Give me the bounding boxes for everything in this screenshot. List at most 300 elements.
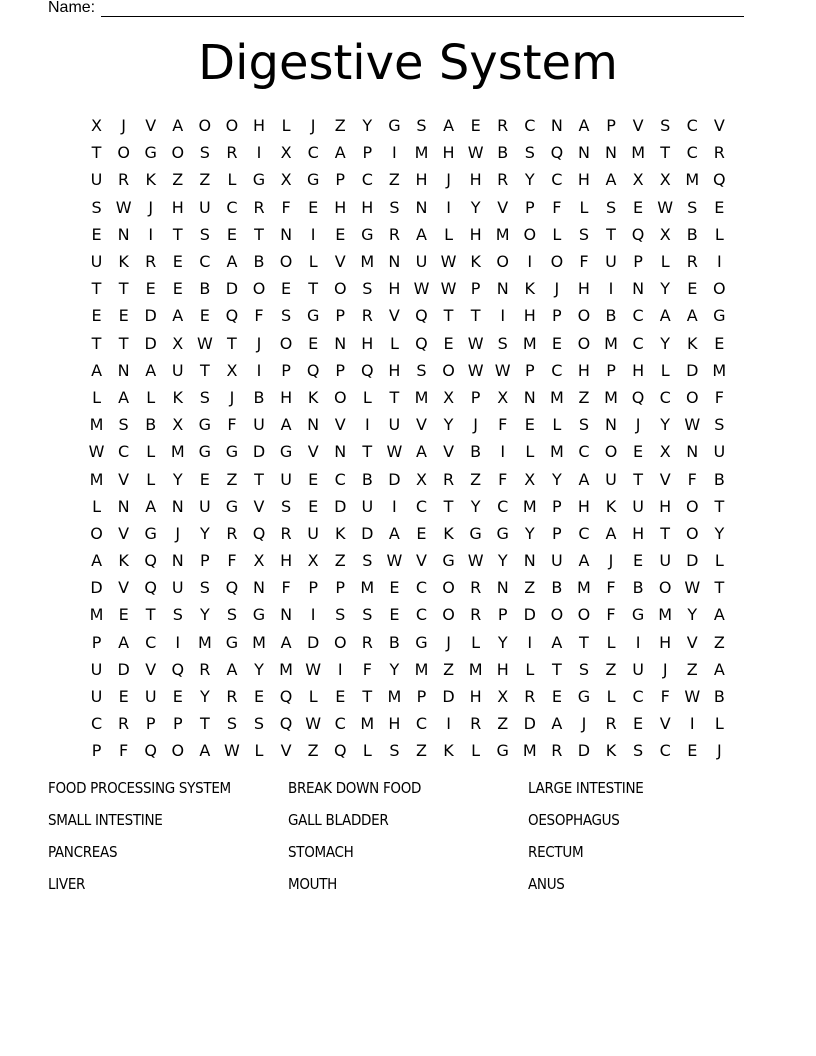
grid-letter[interactable]: R (145, 252, 157, 272)
grid-letter[interactable]: E (308, 197, 319, 217)
grid-letter[interactable]: S (362, 605, 373, 625)
grid-letter[interactable]: B (253, 387, 265, 407)
grid-letter[interactable]: C (551, 170, 563, 190)
grid-letter[interactable]: M (197, 632, 212, 652)
grid-letter[interactable]: A (280, 632, 292, 652)
grid-letter[interactable]: M (414, 387, 429, 407)
grid-letter[interactable]: E (308, 469, 319, 489)
grid-letter[interactable]: C (686, 143, 698, 163)
grid-letter[interactable]: Y (362, 116, 373, 136)
grid-letter[interactable]: O (550, 605, 564, 625)
grid-letter[interactable]: L (146, 387, 156, 407)
grid-letter[interactable]: A (605, 523, 617, 543)
grid-letter[interactable]: S (281, 306, 292, 326)
grid-letter[interactable]: A (91, 360, 103, 380)
grid-letter[interactable]: A (145, 496, 157, 516)
grid-letter[interactable]: A (118, 632, 130, 652)
grid-letter[interactable]: T (199, 714, 210, 734)
grid-letter[interactable]: G (469, 523, 482, 543)
grid-letter[interactable]: N (496, 279, 509, 299)
grid-letter[interactable]: H (523, 306, 536, 326)
grid-letter[interactable]: R (524, 687, 536, 707)
grid-letter[interactable]: T (254, 469, 264, 489)
grid-letter[interactable]: T (389, 387, 400, 407)
grid-letter[interactable]: D (686, 360, 699, 380)
grid-letter[interactable]: I (716, 252, 722, 272)
grid-letter[interactable]: C (415, 496, 428, 516)
grid-letter[interactable]: M (360, 714, 375, 734)
grid-letter[interactable]: C (415, 714, 428, 734)
grid-letter[interactable]: D (523, 714, 536, 734)
grid-letter[interactable]: R (497, 116, 509, 136)
grid-letter[interactable]: R (470, 578, 482, 598)
grid-letter[interactable]: S (253, 714, 265, 734)
grid-letter[interactable]: A (91, 551, 103, 571)
grid-letter[interactable]: Y (714, 523, 725, 543)
grid-letter[interactable]: C (90, 714, 103, 734)
grid-letter[interactable]: O (658, 578, 672, 598)
grid-letter[interactable]: X (172, 415, 184, 435)
grid-letter[interactable]: L (714, 224, 724, 244)
grid-letter[interactable]: M (89, 605, 104, 625)
grid-letter[interactable]: B (686, 224, 698, 244)
grid-letter[interactable]: A (388, 523, 400, 543)
grid-letter[interactable]: A (416, 224, 427, 244)
grid-letter[interactable]: L (471, 632, 481, 652)
grid-letter[interactable]: S (199, 387, 210, 407)
grid-letter[interactable]: A (578, 551, 590, 571)
grid-letter[interactable]: C (415, 578, 428, 598)
grid-letter[interactable]: S (281, 496, 292, 516)
grid-letter[interactable]: M (414, 143, 429, 163)
grid-letter[interactable]: M (549, 387, 564, 407)
grid-letter[interactable]: Q (252, 523, 266, 543)
grid-letter[interactable]: R (605, 714, 617, 734)
grid-letter[interactable]: W (224, 741, 240, 761)
grid-letter[interactable]: L (552, 224, 562, 244)
grid-letter[interactable]: H (659, 632, 672, 652)
grid-letter[interactable]: G (225, 442, 239, 462)
grid-letter[interactable]: A (443, 116, 455, 136)
grid-letter[interactable]: Q (144, 578, 157, 598)
grid-letter[interactable]: L (579, 197, 589, 217)
grid-letter[interactable]: W (305, 659, 322, 679)
grid-letter[interactable]: Y (254, 659, 264, 679)
grid-letter[interactable]: K (605, 496, 617, 516)
grid-letter[interactable]: E (416, 523, 427, 543)
grid-letter[interactable]: U (307, 523, 320, 543)
grid-letter[interactable]: T (551, 659, 562, 679)
grid-letter[interactable]: M (658, 605, 673, 625)
grid-letter[interactable]: W (115, 197, 132, 217)
grid-letter[interactable]: I (635, 632, 641, 652)
grid-letter[interactable]: Q (631, 224, 645, 244)
grid-letter[interactable]: Y (199, 687, 210, 707)
grid-letter[interactable]: H (496, 659, 509, 679)
grid-letter[interactable]: L (389, 333, 399, 353)
grid-letter[interactable]: S (172, 605, 183, 625)
grid-letter[interactable]: F (227, 551, 237, 571)
grid-letter[interactable]: E (443, 333, 454, 353)
grid-letter[interactable]: P (524, 197, 535, 217)
grid-letter[interactable]: Y (524, 523, 535, 543)
grid-letter[interactable]: E (226, 224, 237, 244)
grid-letter[interactable]: N (253, 578, 265, 598)
grid-letter[interactable]: X (659, 224, 671, 244)
grid-letter[interactable]: D (307, 632, 320, 652)
grid-letter[interactable]: R (361, 632, 373, 652)
grid-letter[interactable]: C (524, 116, 536, 136)
grid-letter[interactable]: E (172, 687, 183, 707)
grid-letter[interactable]: V (145, 116, 157, 136)
grid-letter[interactable]: L (471, 741, 481, 761)
grid-letter[interactable]: A (280, 415, 292, 435)
grid-letter[interactable]: I (392, 496, 397, 516)
grid-letter[interactable]: U (605, 252, 617, 272)
grid-letter[interactable]: L (92, 496, 101, 516)
grid-letter[interactable]: K (172, 387, 184, 407)
grid-letter[interactable]: E (118, 687, 129, 707)
grid-letter[interactable]: V (443, 442, 455, 462)
grid-letter[interactable]: N (523, 387, 536, 407)
grid-letter[interactable]: L (362, 741, 372, 761)
grid-letter[interactable]: F (660, 687, 670, 707)
grid-letter[interactable]: E (470, 116, 481, 136)
grid-letter[interactable]: L (660, 360, 670, 380)
grid-letter[interactable]: O (333, 632, 347, 652)
grid-letter[interactable]: W (386, 551, 403, 571)
grid-letter[interactable]: A (145, 360, 157, 380)
grid-letter[interactable]: C (632, 333, 644, 353)
grid-letter[interactable]: E (281, 279, 292, 299)
grid-letter[interactable]: A (713, 605, 725, 625)
grid-letter[interactable]: D (686, 551, 699, 571)
grid-letter[interactable]: L (254, 741, 264, 761)
grid-letter[interactable]: W (413, 279, 430, 299)
grid-letter[interactable]: N (280, 224, 293, 244)
grid-letter[interactable]: P (308, 578, 318, 598)
grid-letter[interactable]: W (440, 279, 457, 299)
grid-letter[interactable]: M (414, 659, 429, 679)
grid-letter[interactable]: K (118, 252, 129, 272)
grid-letter[interactable]: N (280, 605, 293, 625)
grid-letter[interactable]: X (280, 170, 292, 190)
grid-letter[interactable]: B (199, 279, 211, 299)
grid-letter[interactable]: T (91, 333, 102, 353)
grid-letter[interactable]: L (525, 442, 535, 462)
grid-letter[interactable]: F (687, 469, 697, 489)
grid-letter[interactable]: L (525, 659, 535, 679)
grid-letter[interactable]: P (552, 523, 562, 543)
grid-letter[interactable]: M (360, 578, 375, 598)
grid-letter[interactable]: S (199, 224, 210, 244)
grid-letter[interactable]: B (388, 632, 400, 652)
grid-letter[interactable]: K (443, 523, 454, 543)
grid-letter[interactable]: R (686, 252, 698, 272)
grid-letter[interactable]: O (117, 143, 130, 163)
grid-letter[interactable]: S (633, 741, 644, 761)
grid-letter[interactable]: F (606, 578, 616, 598)
grid-letter[interactable]: O (333, 279, 347, 299)
grid-letter[interactable]: T (470, 306, 481, 326)
grid-letter[interactable]: U (144, 687, 157, 707)
grid-letter[interactable]: T (227, 333, 237, 353)
grid-letter[interactable]: U (90, 659, 103, 679)
grid-letter[interactable]: H (415, 170, 428, 190)
grid-letter[interactable]: S (714, 415, 725, 435)
grid-letter[interactable]: J (310, 116, 316, 136)
grid-letter[interactable]: W (467, 143, 484, 163)
grid-letter[interactable]: G (306, 306, 320, 326)
grid-letter[interactable]: C (632, 687, 644, 707)
grid-letter[interactable]: Q (279, 714, 293, 734)
grid-letter[interactable]: F (579, 252, 589, 272)
grid-letter[interactable]: W (467, 360, 484, 380)
grid-letter[interactable]: S (497, 333, 508, 353)
grid-letter[interactable]: N (577, 143, 590, 163)
grid-letter[interactable]: F (498, 469, 508, 489)
grid-letter[interactable]: U (90, 252, 103, 272)
grid-letter[interactable]: R (226, 687, 238, 707)
grid-letter[interactable]: L (362, 387, 372, 407)
grid-letter[interactable]: D (90, 578, 103, 598)
grid-letter[interactable]: Z (334, 551, 346, 571)
grid-letter[interactable]: S (389, 741, 400, 761)
grid-letter[interactable]: Y (470, 496, 481, 516)
grid-letter[interactable]: R (388, 224, 400, 244)
grid-letter[interactable]: X (659, 442, 671, 462)
grid-letter[interactable]: R (280, 523, 292, 543)
grid-letter[interactable]: H (577, 170, 590, 190)
grid-letter[interactable]: U (361, 496, 374, 516)
grid-letter[interactable]: H (334, 197, 347, 217)
grid-letter[interactable]: R (470, 714, 482, 734)
grid-letter[interactable]: T (145, 605, 156, 625)
grid-letter[interactable]: O (685, 387, 699, 407)
grid-letter[interactable]: O (90, 523, 103, 543)
grid-letter[interactable]: Q (550, 143, 564, 163)
grid-letter[interactable]: D (388, 469, 401, 489)
grid-letter[interactable]: U (198, 197, 211, 217)
grid-letter[interactable]: A (416, 442, 427, 462)
grid-letter[interactable]: R (118, 714, 130, 734)
grid-letter[interactable]: O (171, 741, 185, 761)
grid-letter[interactable]: S (416, 360, 427, 380)
grid-letter[interactable]: H (577, 360, 590, 380)
grid-letter[interactable]: X (226, 360, 238, 380)
grid-letter[interactable]: E (91, 224, 102, 244)
grid-letter[interactable]: C (659, 741, 671, 761)
grid-letter[interactable]: P (606, 360, 616, 380)
grid-letter[interactable]: G (631, 605, 645, 625)
grid-letter[interactable]: R (470, 605, 482, 625)
grid-letter[interactable]: N (171, 496, 184, 516)
grid-letter[interactable]: O (252, 279, 266, 299)
grid-letter[interactable]: F (119, 741, 129, 761)
grid-letter[interactable]: L (714, 714, 724, 734)
grid-letter[interactable]: H (442, 143, 455, 163)
grid-letter[interactable]: V (713, 116, 725, 136)
grid-letter[interactable]: S (226, 714, 237, 734)
grid-letter[interactable]: I (392, 143, 397, 163)
grid-letter[interactable]: N (171, 551, 184, 571)
grid-letter[interactable]: R (713, 143, 725, 163)
grid-letter[interactable]: U (171, 578, 184, 598)
grid-letter[interactable]: J (473, 415, 478, 435)
grid-letter[interactable]: T (633, 469, 643, 489)
grid-letter[interactable]: B (551, 578, 563, 598)
grid-letter[interactable]: V (659, 469, 671, 489)
grid-letter[interactable]: E (714, 197, 725, 217)
grid-letter[interactable]: E (633, 197, 644, 217)
grid-letter[interactable]: Y (660, 333, 671, 353)
grid-letter[interactable]: R (226, 143, 238, 163)
grid-letter[interactable]: U (632, 496, 644, 516)
grid-letter[interactable]: O (442, 360, 455, 380)
grid-letter[interactable]: W (196, 333, 213, 353)
grid-letter[interactable]: G (252, 605, 266, 625)
grid-letter[interactable]: G (306, 170, 320, 190)
grid-letter[interactable]: Q (306, 360, 320, 380)
grid-letter[interactable]: L (146, 442, 156, 462)
grid-letter[interactable]: X (307, 551, 319, 571)
grid-letter[interactable]: H (577, 496, 590, 516)
grid-letter[interactable]: B (253, 252, 265, 272)
grid-letter[interactable]: B (497, 143, 509, 163)
grid-letter[interactable]: A (226, 252, 238, 272)
grid-letter[interactable]: O (279, 252, 293, 272)
grid-letter[interactable]: O (496, 252, 509, 272)
grid-letter[interactable]: I (337, 659, 343, 679)
grid-letter[interactable]: C (199, 252, 211, 272)
grid-letter[interactable]: M (89, 469, 104, 489)
grid-letter[interactable]: K (307, 387, 319, 407)
grid-letter[interactable]: T (660, 143, 671, 163)
grid-letter[interactable]: K (687, 333, 698, 353)
grid-letter[interactable]: S (687, 197, 698, 217)
grid-letter[interactable]: Z (686, 659, 698, 679)
grid-letter[interactable]: Y (497, 551, 508, 571)
grid-letter[interactable]: K (470, 252, 481, 272)
grid-letter[interactable]: G (415, 632, 428, 652)
grid-letter[interactable]: I (256, 360, 262, 380)
grid-letter[interactable]: U (388, 415, 401, 435)
grid-letter[interactable]: X (280, 143, 292, 163)
grid-letter[interactable]: X (415, 469, 427, 489)
grid-letter[interactable]: Z (199, 170, 211, 190)
grid-letter[interactable]: A (713, 659, 725, 679)
grid-letter[interactable]: N (496, 578, 509, 598)
grid-letter[interactable]: G (496, 523, 509, 543)
grid-letter[interactable]: W (684, 415, 701, 435)
grid-letter[interactable]: S (226, 605, 237, 625)
grid-letter[interactable]: P (91, 741, 102, 761)
grid-letter[interactable]: S (416, 116, 427, 136)
grid-letter[interactable]: A (551, 632, 563, 652)
grid-letter[interactable]: S (362, 279, 373, 299)
grid-letter[interactable]: T (118, 279, 129, 299)
grid-letter[interactable]: H (388, 279, 401, 299)
grid-letter[interactable]: D (252, 442, 266, 462)
grid-letter[interactable]: Q (415, 333, 428, 353)
grid-letter[interactable]: O (279, 333, 293, 353)
grid-letter[interactable]: M (685, 170, 700, 190)
grid-letter[interactable]: M (604, 387, 618, 407)
grid-letter[interactable]: E (389, 578, 400, 598)
grid-letter[interactable]: D (225, 279, 239, 299)
grid-letter[interactable]: G (252, 170, 266, 190)
grid-letter[interactable]: Y (199, 523, 210, 543)
grid-letter[interactable]: P (281, 360, 291, 380)
grid-letter[interactable]: Z (307, 741, 319, 761)
grid-letter[interactable]: P (606, 116, 616, 136)
grid-letter[interactable]: W (467, 333, 484, 353)
grid-letter[interactable]: G (279, 442, 293, 462)
grid-letter[interactable]: H (632, 523, 645, 543)
grid-letter[interactable]: V (659, 714, 671, 734)
grid-letter[interactable]: O (685, 496, 699, 516)
grid-letter[interactable]: D (523, 605, 536, 625)
grid-letter[interactable]: S (578, 659, 590, 679)
grid-letter[interactable]: U (415, 252, 428, 272)
grid-letter[interactable]: X (497, 687, 509, 707)
grid-letter[interactable]: Z (578, 387, 590, 407)
grid-letter[interactable]: H (252, 116, 266, 136)
grid-letter[interactable]: J (121, 116, 126, 136)
grid-letter[interactable]: F (606, 605, 616, 625)
grid-letter[interactable]: L (714, 551, 724, 571)
grid-letter[interactable]: T (362, 442, 373, 462)
grid-letter[interactable]: O (577, 306, 591, 326)
grid-letter[interactable]: T (362, 687, 373, 707)
grid-letter[interactable]: S (91, 197, 102, 217)
grid-letter[interactable]: V (118, 523, 130, 543)
grid-letter[interactable]: T (714, 578, 725, 598)
grid-letter[interactable]: U (90, 170, 103, 190)
grid-letter[interactable]: L (552, 415, 562, 435)
grid-letter[interactable]: Q (631, 387, 645, 407)
grid-letter[interactable]: E (524, 415, 535, 435)
grid-letter[interactable]: V (145, 659, 157, 679)
grid-letter[interactable]: V (388, 306, 400, 326)
grid-letter[interactable]: V (632, 116, 644, 136)
grid-letter[interactable]: G (442, 551, 455, 571)
grid-letter[interactable]: A (334, 143, 346, 163)
grid-letter[interactable]: M (170, 442, 185, 462)
grid-letter[interactable]: C (497, 496, 509, 516)
grid-letter[interactable]: T (579, 632, 589, 652)
grid-letter[interactable]: Q (171, 659, 185, 679)
grid-letter[interactable]: A (578, 116, 590, 136)
grid-letter[interactable]: J (635, 415, 641, 435)
grid-letter[interactable]: Z (226, 469, 238, 489)
grid-letter[interactable]: M (468, 659, 483, 679)
grid-letter[interactable]: L (444, 224, 454, 244)
grid-letter[interactable]: N (117, 496, 130, 516)
grid-letter[interactable]: E (172, 279, 183, 299)
grid-letter[interactable]: U (659, 551, 672, 571)
grid-letter[interactable]: K (145, 170, 156, 190)
grid-letter[interactable]: C (334, 469, 346, 489)
grid-letter[interactable]: T (91, 143, 102, 163)
grid-letter[interactable]: D (442, 687, 455, 707)
grid-letter[interactable]: P (172, 714, 183, 734)
grid-letter[interactable]: P (91, 632, 102, 652)
grid-letter[interactable]: A (686, 306, 698, 326)
grid-letter[interactable]: I (527, 252, 533, 272)
grid-letter[interactable]: H (388, 360, 401, 380)
grid-letter[interactable]: H (577, 279, 590, 299)
